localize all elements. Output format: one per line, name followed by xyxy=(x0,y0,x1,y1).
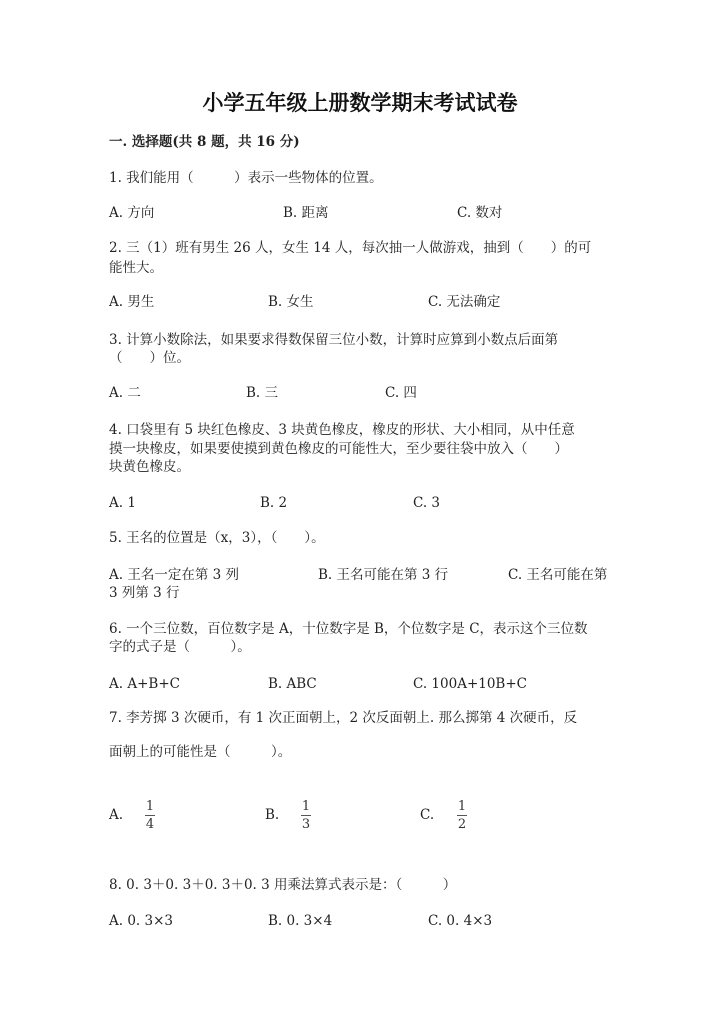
question-7-text: 7. 李芳掷 3 次硬币，有 1 次正面朝上，2 次反面朝上. 那么掷第 4 次硬币，反 xyxy=(109,710,578,726)
q3-option-c: C. 四 xyxy=(385,385,417,401)
q2-option-b: B. 女生 xyxy=(268,294,314,310)
question-3-text: 3. 计算小数除法，如果要求得数保留三位小数，计算时应算到小数点后面第 xyxy=(109,332,559,348)
fraction-numerator: 1 xyxy=(457,799,467,814)
question-4-text: 4. 口袋里有 5 块红色橡皮、3 块黄色橡皮，橡皮的形状、大小相同，从中任意 xyxy=(109,422,575,438)
q7-option-a-fraction xyxy=(145,799,155,832)
question-7-text-cont: 面朝上的可能性是（ ）。 xyxy=(109,744,292,760)
question-8-text: 8. 0. 3＋0. 3＋0. 3＋0. 3 用乘法算式表示是：（ ） xyxy=(109,877,457,893)
question-3-text-cont: （ ）位。 xyxy=(109,350,190,366)
q2-option-c: C. 无法确定 xyxy=(428,294,501,310)
question-4-text-cont2: 块黄色橡皮。 xyxy=(109,459,190,475)
question-4-text-cont: 摸一块橡皮，如果要使摸到黄色橡皮的可能性大，至少要往袋中放入（ ） xyxy=(109,441,568,457)
q4-option-a: A. 1 xyxy=(109,495,136,511)
q5-option-b: B. 王名可能在第 3 行 xyxy=(318,567,449,583)
q6-option-a: A. A+B+C xyxy=(109,676,180,692)
q8-option-b: B. 0. 3×4 xyxy=(268,913,333,929)
q6-option-b: B. ABC xyxy=(268,676,317,692)
q1-option-a: A. 方向 xyxy=(109,205,155,221)
q4-option-c: C. 3 xyxy=(413,495,441,511)
q7-option-b: B. xyxy=(265,807,280,823)
section-heading: 一. 选择题(共 8 题，共 16 分) xyxy=(109,134,300,150)
question-2-text: 2. 三（1）班有男生 26 人，女生 14 人，每次抽一人做游戏，抽到（ ）的可 xyxy=(109,240,592,256)
fraction-numerator: 1 xyxy=(301,799,311,814)
question-5-text: 5. 王名的位置是（x，3），（ ）。 xyxy=(109,530,325,546)
q6-option-c: C. 100A+10B+C xyxy=(413,676,527,692)
fraction-bar xyxy=(457,815,467,816)
question-6-text: 6. 一个三位数，百位数字是 A，十位数字是 B，个位数字是 C，表示这个三位数 xyxy=(109,621,588,637)
q1-option-c: C. 数对 xyxy=(457,205,503,221)
q7-option-a: A. xyxy=(109,807,124,823)
question-2-text-cont: 能性大。 xyxy=(109,260,163,276)
question-1-text: 1. 我们能用（ ）表示一些物体的位置。 xyxy=(109,170,383,186)
page-title: 小学五年级上册数学期末考试试卷 xyxy=(202,90,518,115)
q8-option-a: A. 0. 3×3 xyxy=(109,913,173,929)
q8-option-c: C. 0. 4×3 xyxy=(428,913,493,929)
q3-option-a: A. 二 xyxy=(109,385,141,401)
fraction-denominator: 3 xyxy=(301,817,311,832)
q4-option-b: B. 2 xyxy=(260,495,288,511)
q7-option-c-fraction xyxy=(457,799,467,832)
fraction-denominator: 2 xyxy=(457,817,467,832)
q1-option-b: B. 距离 xyxy=(283,205,329,221)
q7-option-c: C. xyxy=(420,807,435,823)
question-6-text-cont: 字的式子是（ ）。 xyxy=(109,639,251,655)
q7-option-b-fraction xyxy=(301,799,311,832)
fraction-bar xyxy=(301,815,311,816)
q5-option-c: C. 王名可能在第 xyxy=(508,567,608,583)
fraction-bar xyxy=(145,815,155,816)
q3-option-b: B. 三 xyxy=(246,385,279,401)
fraction-numerator: 1 xyxy=(145,799,155,814)
fraction-denominator: 4 xyxy=(145,817,155,832)
q2-option-a: A. 男生 xyxy=(109,294,155,310)
q5-option-c-cont: 3 列第 3 行 xyxy=(109,585,180,601)
q5-option-a: A. 王名一定在第 3 列 xyxy=(109,567,240,583)
